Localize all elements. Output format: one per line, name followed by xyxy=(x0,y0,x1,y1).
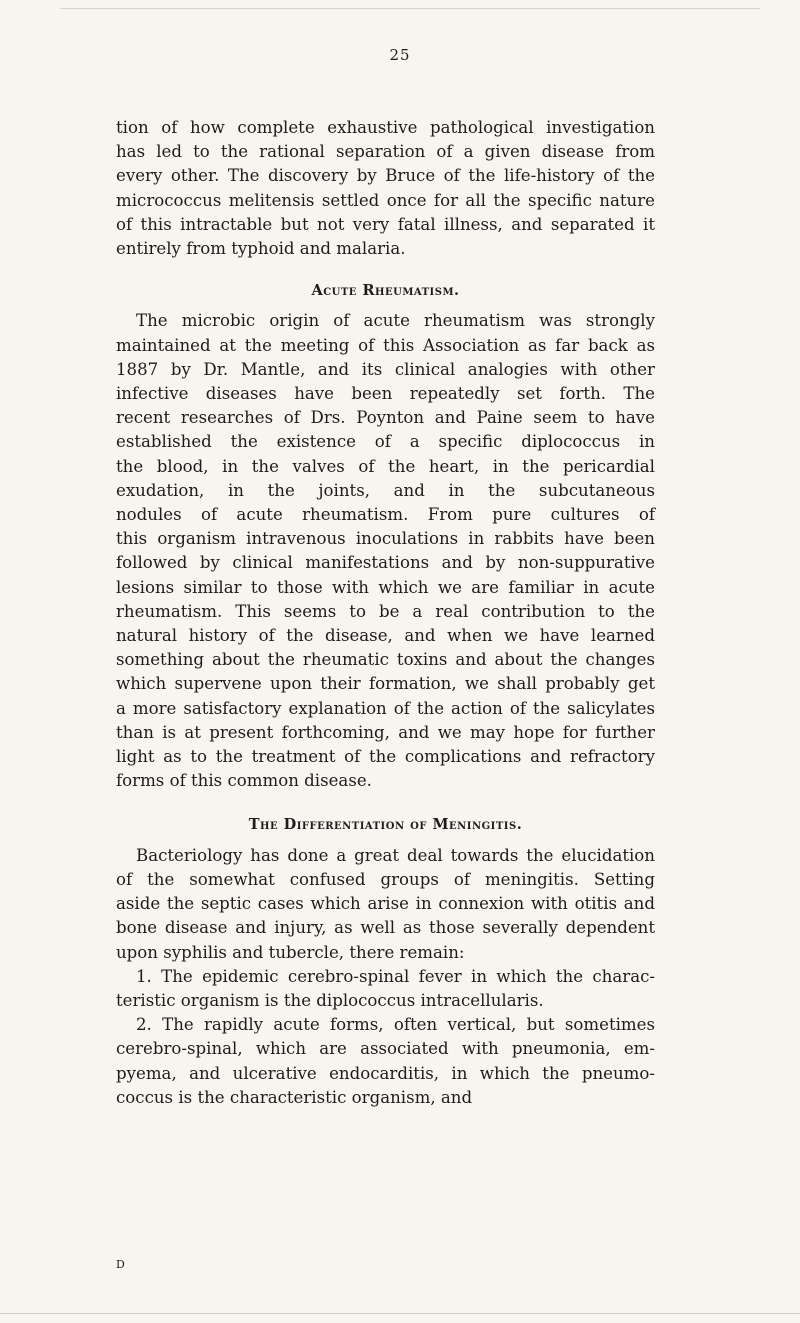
paragraph-3 xyxy=(116,844,655,965)
text-line: pyema, and ulcerative endocarditis, in which the pneumo- xyxy=(116,1063,655,1083)
page-body xyxy=(116,116,655,1110)
text-line: upon syphilis and tubercle, there remain: xyxy=(116,942,465,962)
text-line: this organism intravenous inoculations in rabbits have been xyxy=(116,529,655,549)
text-line: than is at present forthcoming, and we may hope for further xyxy=(116,722,655,742)
text-line: established the existence of a specific diplococcus in xyxy=(116,432,655,452)
text-line: the blood, in the valves of the heart, in the pericardial xyxy=(116,456,655,476)
text-line: entirely from typhoid and malaria. xyxy=(116,239,406,259)
text-line: forms of this common disease. xyxy=(116,771,372,791)
bottom-edge-rule xyxy=(0,1313,800,1314)
heading-text: The Differentiation of Meningitis. xyxy=(248,816,523,834)
text-line: recent researches of Drs. Poynton and Paine seem to have xyxy=(116,408,655,428)
paragraph-1 xyxy=(116,116,655,261)
text-line: aside the septic cases which arise in connexion with otitis and xyxy=(116,894,655,914)
list-item-1 xyxy=(116,965,655,1013)
text-line: nodules of acute rheumatism. From pure cultures of xyxy=(116,505,655,525)
text-line: infective diseases have been repeatedly set forth. The xyxy=(116,384,655,404)
text-line: Bacteriology has done a great deal towards the elucidation xyxy=(136,845,655,865)
text-line: 1. The epidemic cerebro-spinal fever in which the charac- xyxy=(136,966,655,986)
text-line: teristic organism is the diplococcus intracellularis. xyxy=(116,990,544,1010)
text-line: The microbic origin of acute rheumatism was strongly xyxy=(136,311,655,331)
text-line: which supervene upon their formation, we shall probably get xyxy=(116,674,655,694)
text-line: has led to the rational separation of a given disease from xyxy=(116,142,655,162)
text-line: maintained at the meeting of this Association as far back as xyxy=(116,335,655,355)
text-line: coccus is the characteristic organism, and xyxy=(116,1087,473,1107)
text-line: exudation, in the joints, and in the subcutaneous xyxy=(116,480,655,500)
text-line: tion of how complete exhaustive pathological investigation xyxy=(116,118,655,137)
section-heading-acute-rheumatism xyxy=(116,279,655,303)
text-line: micrococcus melitensis settled once for all the specific nature xyxy=(116,190,655,210)
text-line: natural history of the disease, and when we have learned xyxy=(116,626,655,646)
top-edge-rule xyxy=(60,8,760,9)
heading-text: Acute Rheumatism. xyxy=(311,282,460,300)
page-number: 25 xyxy=(389,46,411,64)
text-line: something about the rheumatic toxins and about the changes xyxy=(116,650,655,670)
text-line: 1887 by Dr. Mantle, and its clinical analogies with other xyxy=(116,359,655,379)
section-heading-meningitis xyxy=(116,813,655,837)
list-item-2 xyxy=(116,1013,655,1110)
text-line: every other. The discovery by Bruce of the life-history of the xyxy=(116,166,655,186)
text-line: of the somewhat confused groups of meningitis. Setting xyxy=(116,869,655,889)
text-line: cerebro-spinal, which are associated with pneumonia, em- xyxy=(116,1039,655,1059)
text-line: of this intractable but not very fatal illness, and separated it xyxy=(116,214,655,234)
text-line: lesions similar to those with which we are familiar in acute xyxy=(116,577,655,597)
signature-mark: D xyxy=(116,1258,126,1271)
text-line: light as to the treatment of the complications and refractory xyxy=(116,747,655,767)
paragraph-2 xyxy=(116,309,655,793)
text-line: bone disease and injury, as well as those severally dependent xyxy=(116,918,655,938)
text-line: followed by clinical manifestations and by non-suppurative xyxy=(116,553,655,573)
text-line: 2. The rapidly acute forms, often vertical, but sometimes xyxy=(136,1015,655,1035)
text-line: a more satisfactory explanation of the action of the salicylates xyxy=(116,698,655,718)
text-line: rheumatism. This seems to be a real contribution to the xyxy=(116,601,655,621)
